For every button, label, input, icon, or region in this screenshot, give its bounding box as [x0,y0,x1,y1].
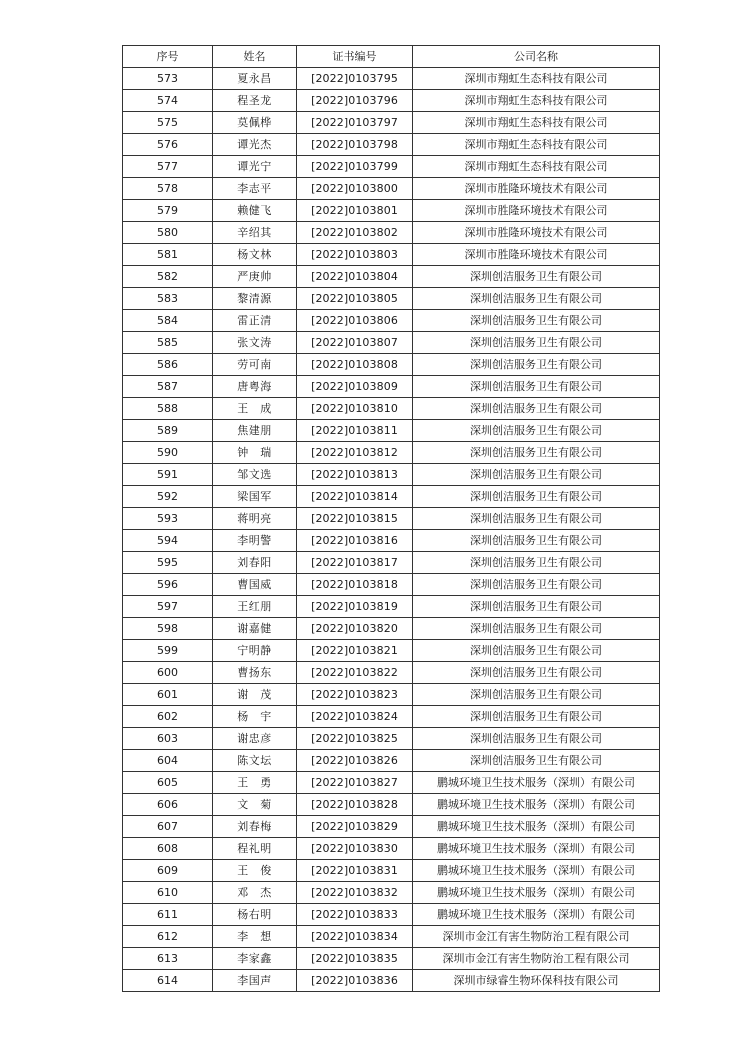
person-name: 严庚帅 [213,266,297,288]
certificate-number: [2022]0103801 [297,200,413,222]
table-row [123,794,660,816]
company-name: 深圳创洁服务卫生有限公司 [413,420,660,442]
certificate-number: [2022]0103822 [297,662,413,684]
company-name: 深圳创洁服务卫生有限公司 [413,376,660,398]
certificate-number: [2022]0103798 [297,134,413,156]
certificate-number: [2022]0103831 [297,860,413,882]
person-name: 劳可南 [213,354,297,376]
person-name: 杨 宇 [213,706,297,728]
header-company-name: 公司名称 [413,46,660,68]
person-name: 李国声 [213,970,297,992]
person-name: 王 勇 [213,772,297,794]
table-row [123,200,660,222]
person-name: 邹文选 [213,464,297,486]
company-name: 深圳创洁服务卫生有限公司 [413,640,660,662]
row-index: 579 [123,200,213,222]
row-index: 602 [123,706,213,728]
company-name: 深圳市绿睿生物环保科技有限公司 [413,970,660,992]
person-name: 邓 杰 [213,882,297,904]
row-index: 610 [123,882,213,904]
certificate-number: [2022]0103825 [297,728,413,750]
company-name: 深圳市翔虹生态科技有限公司 [413,90,660,112]
certificate-number: [2022]0103810 [297,398,413,420]
company-name: 深圳创洁服务卫生有限公司 [413,508,660,530]
row-index: 578 [123,178,213,200]
row-index: 600 [123,662,213,684]
certificate-number: [2022]0103819 [297,596,413,618]
row-index: 585 [123,332,213,354]
certificate-number: [2022]0103814 [297,486,413,508]
row-index: 597 [123,596,213,618]
company-name: 深圳市胜隆环境技术有限公司 [413,200,660,222]
certificate-number: [2022]0103816 [297,530,413,552]
row-index: 588 [123,398,213,420]
company-name: 深圳市金江有害生物防治工程有限公司 [413,926,660,948]
row-index: 582 [123,266,213,288]
person-name: 唐粤海 [213,376,297,398]
certificate-number: [2022]0103803 [297,244,413,266]
table-row [123,684,660,706]
person-name: 焦建朋 [213,420,297,442]
person-name: 杨文林 [213,244,297,266]
certificate-number: [2022]0103795 [297,68,413,90]
person-name: 文 菊 [213,794,297,816]
row-index: 581 [123,244,213,266]
row-index: 599 [123,640,213,662]
certificate-number: [2022]0103824 [297,706,413,728]
company-name: 深圳市胜隆环境技术有限公司 [413,222,660,244]
table-row [123,926,660,948]
person-name: 赖健飞 [213,200,297,222]
company-name: 深圳创洁服务卫生有限公司 [413,574,660,596]
table-row [123,970,660,992]
company-name: 深圳市金江有害生物防治工程有限公司 [413,948,660,970]
certificate-number: [2022]0103812 [297,442,413,464]
table-row [123,596,660,618]
company-name: 鹏城环境卫生技术服务（深圳）有限公司 [413,904,660,926]
row-index: 589 [123,420,213,442]
company-name: 深圳创洁服务卫生有限公司 [413,596,660,618]
person-name: 杨右明 [213,904,297,926]
header-index: 序号 [123,46,213,68]
certificate-number: [2022]0103829 [297,816,413,838]
person-name: 刘春阳 [213,552,297,574]
company-name: 深圳市翔虹生态科技有限公司 [413,112,660,134]
certificate-number: [2022]0103805 [297,288,413,310]
company-name: 鹏城环境卫生技术服务（深圳）有限公司 [413,816,660,838]
table-row [123,244,660,266]
certificate-table [122,45,660,992]
company-name: 深圳创洁服务卫生有限公司 [413,728,660,750]
table-row [123,728,660,750]
company-name: 深圳市胜隆环境技术有限公司 [413,178,660,200]
table-row [123,354,660,376]
table-row [123,376,660,398]
table-row [123,486,660,508]
company-name: 鹏城环境卫生技术服务（深圳）有限公司 [413,882,660,904]
header-certificate-number: 证书编号 [297,46,413,68]
company-name: 深圳创洁服务卫生有限公司 [413,530,660,552]
table-row [123,398,660,420]
table-row [123,90,660,112]
company-name: 深圳创洁服务卫生有限公司 [413,464,660,486]
table-row [123,552,660,574]
person-name: 谢 茂 [213,684,297,706]
person-name: 李志平 [213,178,297,200]
row-index: 584 [123,310,213,332]
certificate-number: [2022]0103807 [297,332,413,354]
table-row [123,860,660,882]
company-name: 鹏城环境卫生技术服务（深圳）有限公司 [413,838,660,860]
person-name: 谢嘉健 [213,618,297,640]
person-name: 程礼明 [213,838,297,860]
company-name: 深圳创洁服务卫生有限公司 [413,618,660,640]
certificate-number: [2022]0103823 [297,684,413,706]
row-index: 577 [123,156,213,178]
person-name: 曹扬东 [213,662,297,684]
certificate-number: [2022]0103806 [297,310,413,332]
row-index: 612 [123,926,213,948]
company-name: 深圳创洁服务卫生有限公司 [413,684,660,706]
table-row [123,134,660,156]
person-name: 谭光宁 [213,156,297,178]
row-index: 596 [123,574,213,596]
table-row [123,772,660,794]
certificate-number: [2022]0103815 [297,508,413,530]
company-name: 深圳创洁服务卫生有限公司 [413,332,660,354]
person-name: 黎清源 [213,288,297,310]
certificate-number: [2022]0103804 [297,266,413,288]
certificate-number: [2022]0103830 [297,838,413,860]
person-name: 梁国军 [213,486,297,508]
company-name: 深圳创洁服务卫生有限公司 [413,706,660,728]
row-index: 601 [123,684,213,706]
company-name: 深圳市翔虹生态科技有限公司 [413,68,660,90]
table-row [123,442,660,464]
table-row [123,618,660,640]
person-name: 辛绍其 [213,222,297,244]
row-index: 614 [123,970,213,992]
table-body [123,68,660,992]
table-row [123,948,660,970]
company-name: 鹏城环境卫生技术服务（深圳）有限公司 [413,860,660,882]
certificate-number: [2022]0103818 [297,574,413,596]
certificate-number: [2022]0103826 [297,750,413,772]
certificate-number: [2022]0103811 [297,420,413,442]
person-name: 刘春梅 [213,816,297,838]
row-index: 580 [123,222,213,244]
company-name: 深圳创洁服务卫生有限公司 [413,288,660,310]
table-row [123,112,660,134]
company-name: 深圳创洁服务卫生有限公司 [413,662,660,684]
company-name: 鹏城环境卫生技术服务（深圳）有限公司 [413,772,660,794]
table-row [123,904,660,926]
person-name: 张文涛 [213,332,297,354]
company-name: 深圳创洁服务卫生有限公司 [413,486,660,508]
company-name: 深圳市翔虹生态科技有限公司 [413,156,660,178]
row-index: 606 [123,794,213,816]
row-index: 603 [123,728,213,750]
row-index: 587 [123,376,213,398]
person-name: 蒋明亮 [213,508,297,530]
person-name: 谢忠彦 [213,728,297,750]
row-index: 591 [123,464,213,486]
row-index: 574 [123,90,213,112]
company-name: 深圳创洁服务卫生有限公司 [413,354,660,376]
row-index: 604 [123,750,213,772]
table-row [123,530,660,552]
table-header-row [123,46,660,68]
table-row [123,706,660,728]
certificate-number: [2022]0103809 [297,376,413,398]
certificate-number: [2022]0103827 [297,772,413,794]
table-row [123,640,660,662]
row-index: 575 [123,112,213,134]
person-name: 王红朋 [213,596,297,618]
table-row [123,882,660,904]
row-index: 592 [123,486,213,508]
company-name: 深圳创洁服务卫生有限公司 [413,552,660,574]
table-row [123,750,660,772]
company-name: 深圳创洁服务卫生有限公司 [413,442,660,464]
person-name: 莫佩桦 [213,112,297,134]
company-name: 深圳创洁服务卫生有限公司 [413,398,660,420]
table-row [123,222,660,244]
row-index: 598 [123,618,213,640]
table-row [123,156,660,178]
person-name: 程圣龙 [213,90,297,112]
header-name: 姓名 [213,46,297,68]
certificate-number: [2022]0103820 [297,618,413,640]
certificate-number: [2022]0103821 [297,640,413,662]
person-name: 陈文坛 [213,750,297,772]
row-index: 605 [123,772,213,794]
certificate-number: [2022]0103797 [297,112,413,134]
table-row [123,68,660,90]
table-row [123,816,660,838]
person-name: 谭光杰 [213,134,297,156]
certificate-number: [2022]0103799 [297,156,413,178]
certificate-number: [2022]0103836 [297,970,413,992]
row-index: 611 [123,904,213,926]
table-row [123,464,660,486]
person-name: 李 想 [213,926,297,948]
company-name: 鹏城环境卫生技术服务（深圳）有限公司 [413,794,660,816]
row-index: 594 [123,530,213,552]
person-name: 曹国威 [213,574,297,596]
table-row [123,178,660,200]
table-row [123,266,660,288]
person-name: 王 成 [213,398,297,420]
certificate-number: [2022]0103832 [297,882,413,904]
table-row [123,508,660,530]
person-name: 钟 瑞 [213,442,297,464]
certificate-number: [2022]0103800 [297,178,413,200]
row-index: 583 [123,288,213,310]
certificate-number: [2022]0103835 [297,948,413,970]
row-index: 609 [123,860,213,882]
certificate-number: [2022]0103796 [297,90,413,112]
table-row [123,332,660,354]
certificate-number: [2022]0103813 [297,464,413,486]
person-name: 宁明静 [213,640,297,662]
company-name: 深圳市胜隆环境技术有限公司 [413,244,660,266]
row-index: 586 [123,354,213,376]
person-name: 雷正清 [213,310,297,332]
row-index: 595 [123,552,213,574]
company-name: 深圳创洁服务卫生有限公司 [413,266,660,288]
table-row [123,662,660,684]
person-name: 王 俊 [213,860,297,882]
certificate-number: [2022]0103808 [297,354,413,376]
row-index: 576 [123,134,213,156]
person-name: 李家鑫 [213,948,297,970]
row-index: 590 [123,442,213,464]
row-index: 608 [123,838,213,860]
person-name: 李明警 [213,530,297,552]
table-row [123,288,660,310]
table-row [123,420,660,442]
row-index: 593 [123,508,213,530]
document-page [122,45,659,992]
table-row [123,574,660,596]
certificate-number: [2022]0103834 [297,926,413,948]
certificate-number: [2022]0103817 [297,552,413,574]
row-index: 607 [123,816,213,838]
table-row [123,310,660,332]
table-row [123,838,660,860]
certificate-number: [2022]0103802 [297,222,413,244]
company-name: 深圳市翔虹生态科技有限公司 [413,134,660,156]
row-index: 613 [123,948,213,970]
certificate-number: [2022]0103833 [297,904,413,926]
row-index: 573 [123,68,213,90]
company-name: 深圳创洁服务卫生有限公司 [413,750,660,772]
person-name: 夏永昌 [213,68,297,90]
certificate-number: [2022]0103828 [297,794,413,816]
company-name: 深圳创洁服务卫生有限公司 [413,310,660,332]
